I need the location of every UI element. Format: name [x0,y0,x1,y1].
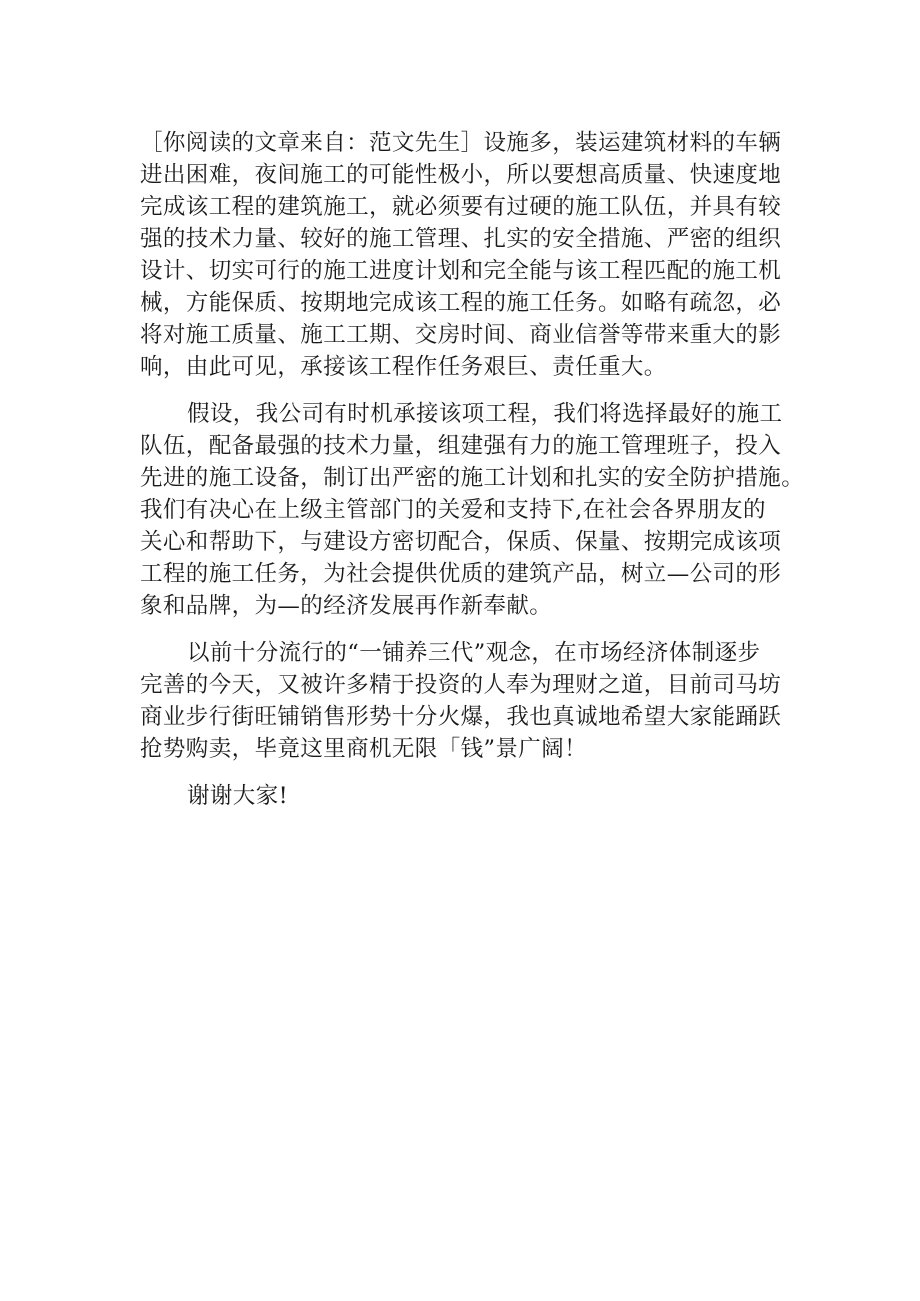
paragraph-3 [140,637,795,765]
paragraph-2-line-4: 我们有决心在上级主管部门的关爱和支持下,在社会各界朋友的 [140,497,766,523]
paragraph-1-line-6: 械，方能保质、按期地完成该工程的施工任务。如略有疏忽，必 [140,290,782,316]
paragraph-2-line-3: 先进的施工设备，制订出严密的施工计划和扎实的安全防护措施。 [140,465,805,491]
paragraph-3-line-4: 抢势购卖，毕竟这里商机无限「钱”景广阔！ [140,736,588,762]
paragraph-3-line-3: 商业步行街旺铺销售形势十分火爆，我也真诚地希望大家能踊跃 [140,704,782,730]
paragraph-1-line-4: 强的技术力量、较好的施工管理、扎实的安全措施、严密的组织 [140,226,782,252]
paragraph-4-line-1: 谢谢大家! [187,783,289,809]
paragraph-1-line-8: 响，由此可见，承接该工程作任务艰巨、责任重大。 [140,354,667,380]
paragraph-3-line-2: 完善的今天，又被许多精于投资的人奉为理财之道，目前司马坊 [140,672,782,698]
paragraph-2 [140,398,805,622]
paragraph-1-line-1: ［你阅读的文章来自：范文先生］设施多，装运建筑材料的车辆 [140,130,782,156]
paragraph-2-line-1: 假设，我公司有时机承接该项工程，我们将选择最好的施工 [187,401,783,427]
paragraph-4 [140,780,795,812]
paragraph-2-line-6: 工程的施工任务，为社会提供优质的建筑产品，树立—公司的形 [140,561,782,587]
paragraph-1-line-2: 进出困难，夜间施工的可能性极小，所以要想高质量、快速度地 [140,162,782,188]
paragraph-1-line-3: 完成该工程的建筑施工，就必须要有过硬的施工队伍，并具有较 [140,194,782,220]
document-body [140,127,805,812]
paragraph-1-line-7: 将对施工质量、施工工期、交房时间、商业信誉等带来重大的影 [140,322,782,348]
paragraph-2-line-5: 关心和帮助下，与建设方密切配合，保质、保量、按期完成该项 [140,529,782,555]
paragraph-1 [140,127,795,383]
paragraph-3-line-1: 以前十分流行的“一铺养三代”观念，在市场经济体制逐步 [187,640,761,666]
paragraph-2-line-7: 象和品牌，为—的经济发展再作新奉献。 [140,593,553,619]
paragraph-2-line-2: 队伍，配备最强的技术力量，组建强有力的施工管理班子，投入 [140,433,782,459]
paragraph-1-line-5: 设计、切实可行的施工进度计划和完全能与该工程匹配的施工机 [140,258,782,284]
